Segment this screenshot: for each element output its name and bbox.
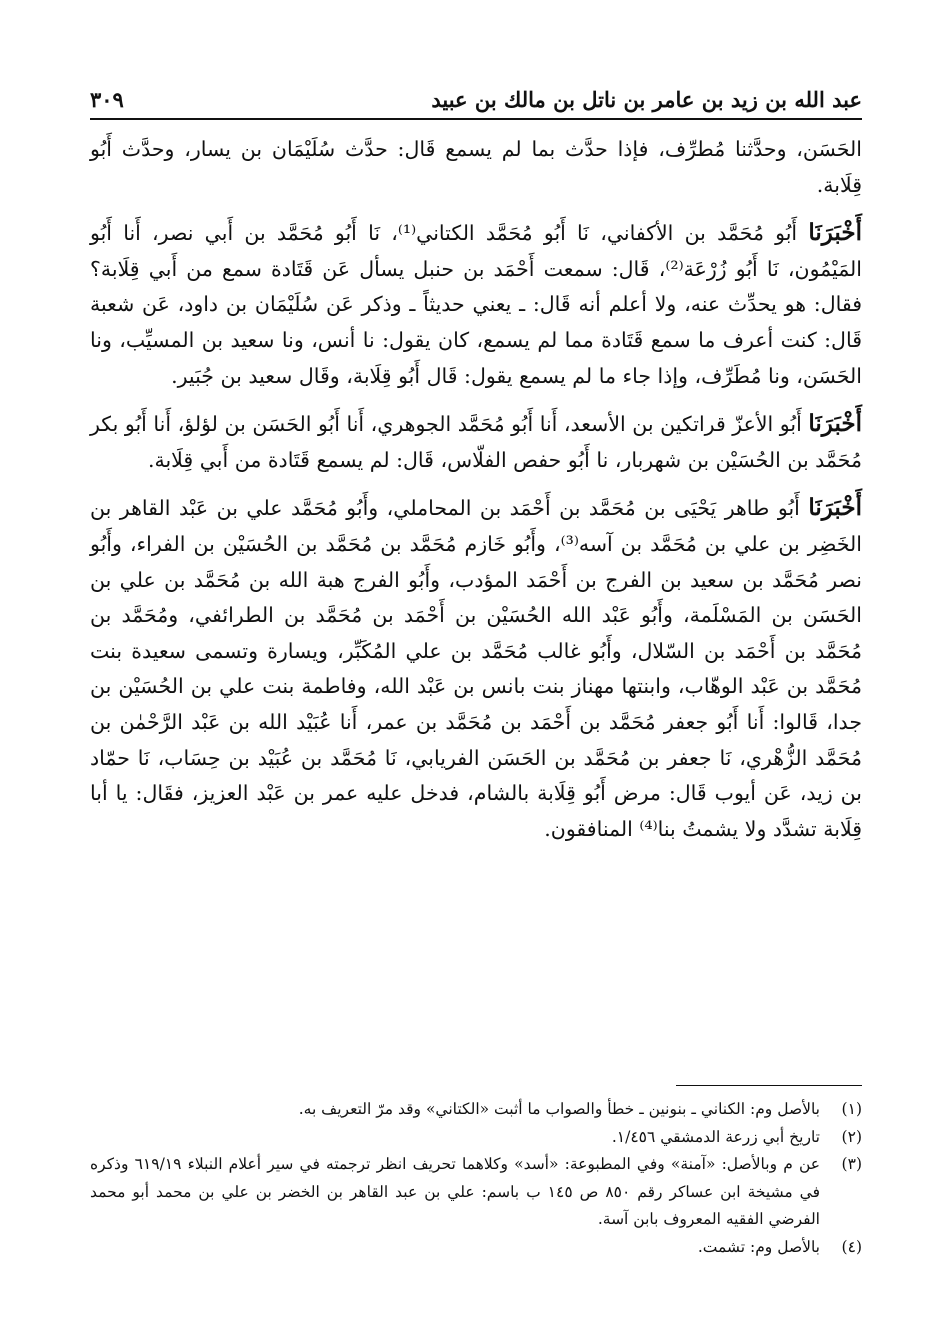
footnote-number: (٢) bbox=[841, 1127, 862, 1146]
footnote bbox=[90, 1096, 862, 1124]
paragraph-text: أَبُو مُحَمَّد بن الأكفاني، نَا أَبُو مُحَمَّد الكتاني⁽¹⁾، نَا أَبُو مُحَمَّد بن أَبي نصر، أَنا أَبُو المَيْمُون، نَا أَبُو زُرْعَة⁽²⁾، قَال: سمعت أَحْمَد بن حنبل يسأل عَن قَتَادة سمع من أَبي قِلَابة؟ فقال: هو يحدِّث عنه، ولا أعلم أنه قَال: ـ يعني حديثاً ـ وذكر عَن سُلَيْمَان بن داود، عَن شعبة قَال: كنت أعرف ما سمع قَتَادة مما لم يسمع، كان يقول: نا أنس، ونا سعيد بن المسيِّب، ونا الحَسَن، ونا مُطَرِّف، وإذا جاء ما لم يسمع يقول: قَال أَبُو قِلَابة، وقَال سعيد بن جُبَير. bbox=[90, 221, 862, 388]
footnotes bbox=[90, 1096, 862, 1261]
paragraph-text: أَبُو طاهر يَحْيَى بن مُحَمَّد بن أَحْمَد بن المحاملي، وأَبُو مُحَمَّد علي بن عَبْد القاهر بن الخَضِر بن علي بن مُحَمَّد بن آسه⁽³⁾، وأَبُو خَازم مُحَمَّد بن مُحَمَّد بن الحُسَيْن بن الفراء، وأَبُو نصر مُحَمَّد بن سعيد بن الفرج بن أَحْمَد المؤدب، وأَبُو الفرج هبة الله بن مُحَمَّد بن علي بن الحَسَن بن المَسْلَمة، وأَبُو عَبْد الله الحُسَيْن بن أَحْمَد بن مُحَمَّد بن الطرائفي، ومُحَمَّد بن مُحَمَّد بن أَحْمَد بن السّلال، وأَبُو غالب مُحَمَّد بن علي المُكَبِّر، ويسارة وتسمى سعيدة بنت مُحَمَّد بن عَبْد الوهّاب، وابنتها مهناز بنت بانس بن عَبْد الله، وفاطمة بنت علي بن الحُسَيْن بن جدا، قَالوا: أَنا أَبُو جعفر مُحَمَّد بن أَحْمَد بن مُحَمَّد بن عمر، أَنا عُبَيْد الله بن عَبْد الرَّحْمٰن بن مُحَمَّد الزُّهْري، نَا جعفر بن مُحَمَّد بن الحَسَن الفريابي، نَا مُحَمَّد بن عُبَيْد بن حِسَاب، نَا حمّاد بن زيد، عَن أيوب قَال: مرض أَبُو قِلَابة بالشام، فدخل عليه عمر بن عَبْد العزيز، فقَال: يا أبا قِلَابة تشدَّد ولا يشمتُ بنا⁽⁴⁾ المنافقون. bbox=[90, 496, 862, 841]
footnote-number: (١) bbox=[841, 1100, 862, 1118]
paragraph-lead-word: أَخْبَرَنَا bbox=[808, 494, 862, 522]
footnote-number: (٣) bbox=[841, 1155, 862, 1173]
paragraph-isnad bbox=[90, 490, 862, 847]
paragraph-lead-word: أَخْبَرَنَا bbox=[808, 219, 862, 247]
header-rule bbox=[90, 118, 862, 120]
paragraph-isnad bbox=[90, 215, 862, 394]
footnote-number: (٤) bbox=[841, 1237, 862, 1256]
paragraph-lead-word: أَخْبَرَنَا bbox=[808, 410, 862, 438]
footnote-rule bbox=[676, 1085, 862, 1086]
footnote-text: بالأصل وم: الكناني ـ بنونين ـ خطأ والصواب ما أثبت «الكتاني» وقد مرّ التعريف به. bbox=[298, 1100, 820, 1118]
paragraph-isnad bbox=[90, 406, 862, 478]
footnote bbox=[90, 1151, 862, 1234]
paragraph-continuation bbox=[90, 132, 862, 203]
paragraph-text: أَبُو الأعزّ قراتكين بن الأسعد، أَنا أَبُو مُحَمَّد الجوهري، أَنا أَبُو الحَسَن بن لؤلؤ، أَنا أَبُو بكر مُحَمَّد بن الحُسَيْن بن شهربار، نا أَبُو حفص الفلّاس، قَال: لم يسمع قَتَادة من أَبي قِلَابة. bbox=[90, 412, 862, 472]
footnote-text: بالأصل وم: تشمت. bbox=[697, 1237, 820, 1256]
page-number: ٣٠٩ bbox=[90, 87, 124, 112]
footnote-text: عن م وبالأصل: «آمنة» وفي المطبوعة: «أسد» وكلاهما تحريف انظر ترجمته في سير أعلام النبلاء ٦١٩/١٩ وذكره في مشيخة ابن عساكر رقم ٨٥٠ ص ١٤٥ ب باسم: علي بن عبد القاهر بن الخضر بن علي بن محمد أبو محمد الفرضي الفقيه المعروف بابن آسة. bbox=[90, 1155, 821, 1228]
footnote bbox=[90, 1234, 862, 1262]
page-header bbox=[90, 70, 862, 112]
paragraph-text: الحَسَن، وحدَّثنا مُطرِّف، فإذا حدَّث بما لم يسمع قَال: حدَّث سُلَيْمَان بن يسار، وحدَّث أَبُو قِلَابة. bbox=[90, 137, 862, 197]
main-text bbox=[90, 132, 862, 847]
footnote-text: تاريخ أبي زرعة الدمشقي ١/٤٥٦. bbox=[611, 1127, 820, 1146]
running-title: عبد الله بن زيد بن عامر بن ناتل بن مالك بن عبيد bbox=[431, 87, 862, 112]
footnote bbox=[90, 1124, 862, 1152]
